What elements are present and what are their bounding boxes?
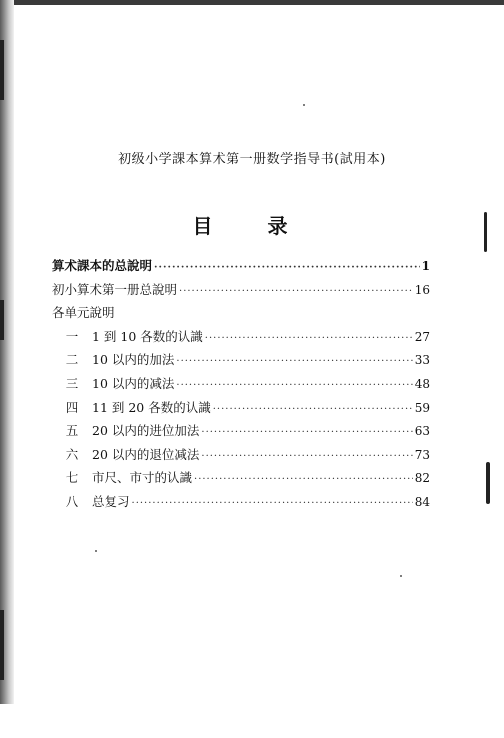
toc-page-number: 27 (414, 329, 430, 344)
toc-page-number: 16 (414, 282, 430, 297)
toc-entry-title: 总复习 (92, 493, 130, 509)
leader-dots (176, 350, 412, 374)
toc-entry-unit[interactable] (52, 490, 430, 514)
toc-page-number: 48 (414, 376, 430, 391)
scan-speck (400, 575, 402, 577)
unit-number: 七 (65, 470, 79, 486)
toc-entry-title: 11 到 20 各数的认識 (92, 399, 211, 415)
toc-entry-title: 初小算术第一册总說明 (52, 281, 178, 297)
toc-entry-title: 20 以内的进位加法 (92, 423, 200, 439)
toc-entry-unit[interactable] (52, 396, 430, 420)
leader-dots (201, 445, 412, 469)
toc-page-number: 84 (414, 494, 430, 509)
unit-number: 四 (65, 399, 79, 415)
unit-number: 二 (65, 352, 79, 368)
unit-number: 三 (65, 375, 79, 391)
leader-dots (179, 280, 413, 304)
toc-page-number: 59 (414, 400, 430, 415)
leader-dots (132, 492, 413, 516)
binding-edge-shadow (0, 0, 14, 704)
leader-dots (213, 398, 413, 422)
toc-entry-volume-one[interactable] (52, 278, 430, 302)
toc-page-number: 1 (421, 259, 430, 273)
toc-entry-general[interactable] (52, 254, 430, 278)
leader-dots (201, 421, 412, 445)
unit-number: 八 (65, 493, 79, 509)
toc-entry-title: 市尺、市寸的认識 (92, 470, 193, 486)
toc-entry-unit[interactable] (52, 372, 430, 396)
leader-dots (176, 374, 412, 398)
toc-entry-unit[interactable] (52, 466, 430, 490)
unit-number: 六 (65, 446, 79, 462)
table-of-contents (52, 254, 430, 514)
page-bottom-margin (14, 704, 504, 738)
contents-heading: 目 录 (192, 214, 312, 238)
leader-dots (205, 327, 413, 351)
binding-edge-mark (0, 610, 4, 680)
unit-number: 五 (65, 423, 79, 439)
toc-entry-title: 20 以内的退位减法 (92, 446, 200, 462)
toc-page-number: 73 (414, 447, 430, 462)
scan-blemish (486, 462, 490, 504)
toc-entry-unit[interactable] (52, 348, 430, 372)
leader-dots (154, 256, 420, 280)
scan-speck (303, 104, 305, 106)
binding-edge-mark (0, 300, 4, 340)
toc-entry-title: 1 到 10 各数的认識 (92, 328, 203, 344)
toc-entry-title: 10 以内的加法 (92, 352, 175, 368)
toc-entry-unit[interactable] (52, 443, 430, 467)
toc-page-number: 82 (414, 471, 430, 486)
toc-entry-unit[interactable] (52, 325, 430, 349)
top-edge-shadow (8, 0, 504, 5)
scan-speck (95, 550, 97, 552)
book-subtitle: 初级小学課本算术第一册数学指导书(試用本) (118, 152, 386, 167)
toc-entry-unit[interactable] (52, 419, 430, 443)
toc-units-heading (52, 301, 430, 325)
toc-page-number: 63 (414, 424, 430, 439)
units-heading-label: 各单元說明 (52, 305, 115, 321)
toc-page-number: 33 (414, 353, 430, 368)
toc-entry-title: 算术課本的总說明 (52, 258, 153, 273)
binding-edge-mark (0, 40, 4, 100)
unit-number: 一 (65, 328, 79, 344)
leader-dots (194, 468, 413, 492)
toc-entry-title: 10 以内的减法 (92, 375, 175, 391)
